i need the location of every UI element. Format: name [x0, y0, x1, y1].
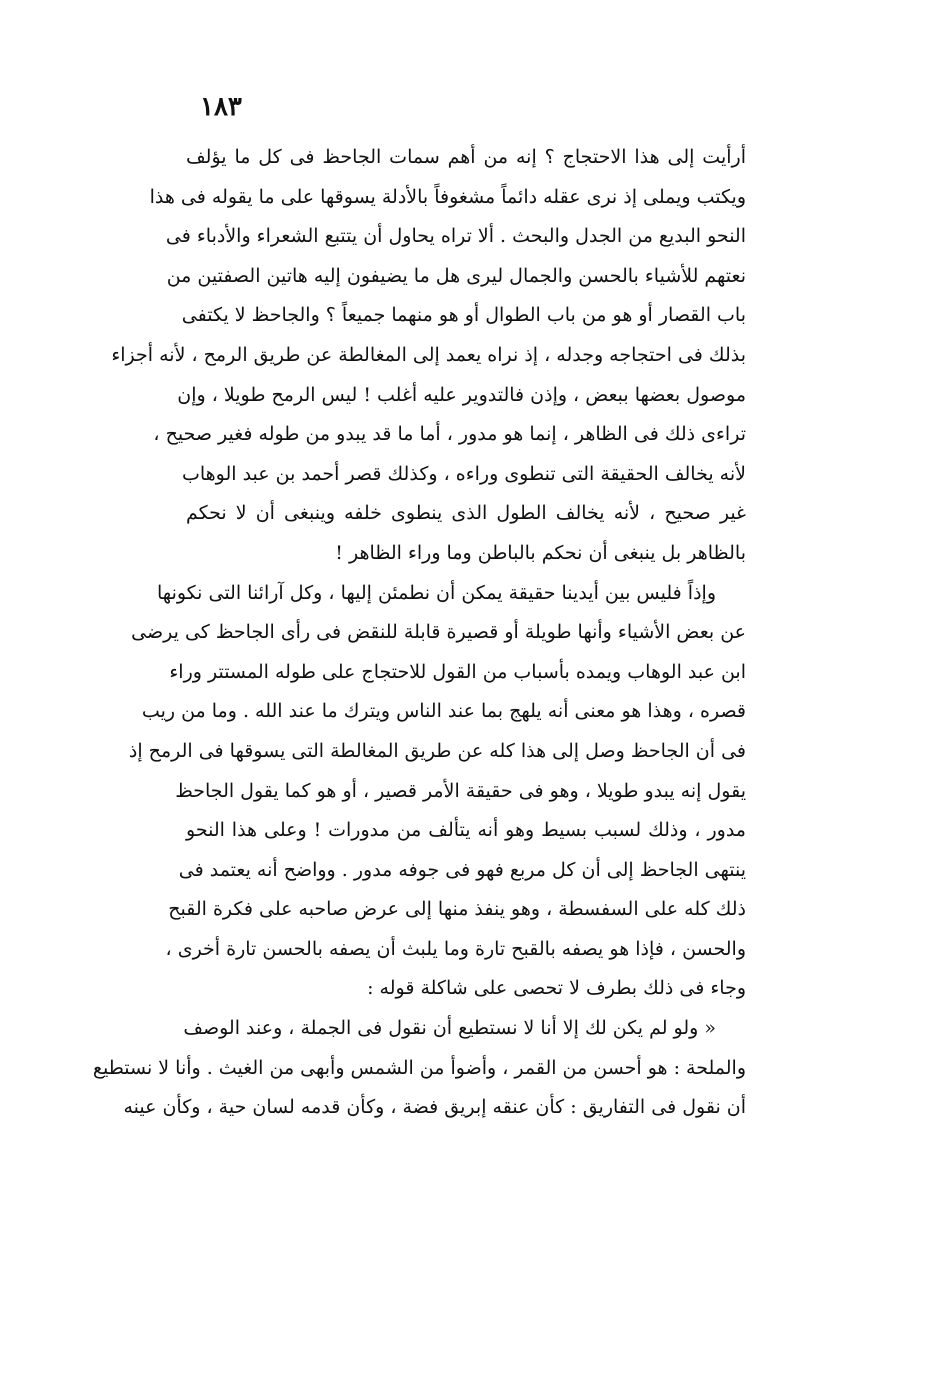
text-line: بالظاهر بل ينبغى أن نحكم بالباطن وما وراء الظاهر !: [335, 541, 746, 564]
paragraph-1: [111, 138, 746, 574]
text-line: ذلك كله على السفسطة ، وهو ينفذ منها إلى عرض صاحبه على فكرة القبح: [168, 898, 746, 921]
body-text: [92, 138, 746, 1128]
text-line: ويكتب ويملى إذ نرى عقله دائماً مشغوفاً بالأدلة يسوقها على ما يقوله فى هذا: [149, 185, 746, 208]
text-line: تراءى ذلك فى الظاهر ، إنما هو مدور ، أما ما قد يبدو من طوله فغير صحيح ،: [153, 423, 746, 446]
text-line: « ولو لم يكن لك إلا أنا لا نستطيع أن نقول فى الجملة ، وعند الوصف: [183, 1017, 716, 1040]
text-line: بذلك فى احتجاجه وجدله ، إذ نراه يعمد إلى المغالطة عن طريق الرمح ، لأنه أجزاء: [111, 343, 746, 366]
text-line: والحسن ، فإذا هو يصفه بالقبح تارة وما يلبث أن يصفه بالحسن تارة أخرى ،: [165, 937, 746, 960]
text-line: وإذاً فليس بين أيدينا حقيقة يمكن أن نطمئن إليها ، وكل آرائنا التى نكونها: [157, 581, 716, 604]
text-line: أن نقول فى التفاريق : كأن عنقه إبريق فضة ، وكأن قدمه لسان حية ، وكأن عينه: [123, 1096, 746, 1119]
text-line: النحو البديع من الجدل والبحث . ألا تراه يحاول أن يتتبع الشعراء والأدباء فى: [165, 225, 746, 248]
text-line: باب القصار أو هو من باب الطوال أو هو منهما جميعاً ؟ والجاحظ لا يكتفى: [181, 304, 746, 327]
text-line: والملحة : هو أحسن من القمر ، وأضوأ من الشمس وأبهى من الغيث . وأنا لا نستطيع: [92, 1056, 746, 1079]
text-line: مدور ، وذلك لسبب بسيط وهو أنه يتألف من مدورات ! وعلى هذا النحو: [186, 819, 746, 842]
text-line: ابن عبد الوهاب ويمده بأسباب من القول للاحتجاج على طوله المستتر وراء: [169, 660, 746, 683]
quotation-paragraph: [92, 1009, 746, 1128]
page-number: ١٨٣: [200, 92, 242, 122]
text-line: ينتهى الجاحظ إلى أن كل مربع فهو فى جوفه مدور . وواضح أنه يعتمد فى: [178, 858, 746, 881]
text-line: أرأيت إلى هذا الاحتجاج ؟ إنه من أهم سمات الجاحظ فى كل ما يؤلف: [186, 146, 746, 168]
text-line: وجاء فى ذلك بطرف لا تحصى على شاكلة قوله :: [367, 977, 746, 1000]
text-line: فى أن الجاحظ وصل إلى هذا كله عن طريق المغالطة التى يسوقها فى الرمح إذ: [128, 739, 746, 762]
text-line: نعتهم للأشياء بالحسن والجمال ليرى هل ما يضيفون إليه هاتين الصفتين من: [166, 264, 746, 287]
text-line: عن بعض الأشياء وأنها طويلة أو قصيرة قابلة للنقض فى رأى الجاحظ كى يرضى: [131, 621, 746, 644]
text-line: لأنه يخالف الحقيقة التى تنطوى وراءه ، وكذلك قصر أحمد بن عبد الوهاب: [181, 462, 746, 485]
text-line: غير صحيح ، لأنه يخالف الطول الذى ينطوى خلفه وينبغى أن لا نحكم: [186, 502, 746, 525]
paragraph-2: [128, 574, 746, 1010]
text-line: موصول بعضها ببعض ، وإذن فالتدوير عليه أغلب ! ليس الرمح طويلا ، وإن: [177, 383, 746, 406]
text-line: يقول إنه يبدو طويلا ، وهو فى حقيقة الأمر قصير ، أو هو كما يقول الجاحظ: [175, 779, 746, 802]
text-line: قصره ، وهذا هو معنى أنه يلهج بما عند الناس ويترك ما عند الله . وما من ريب: [141, 700, 746, 723]
